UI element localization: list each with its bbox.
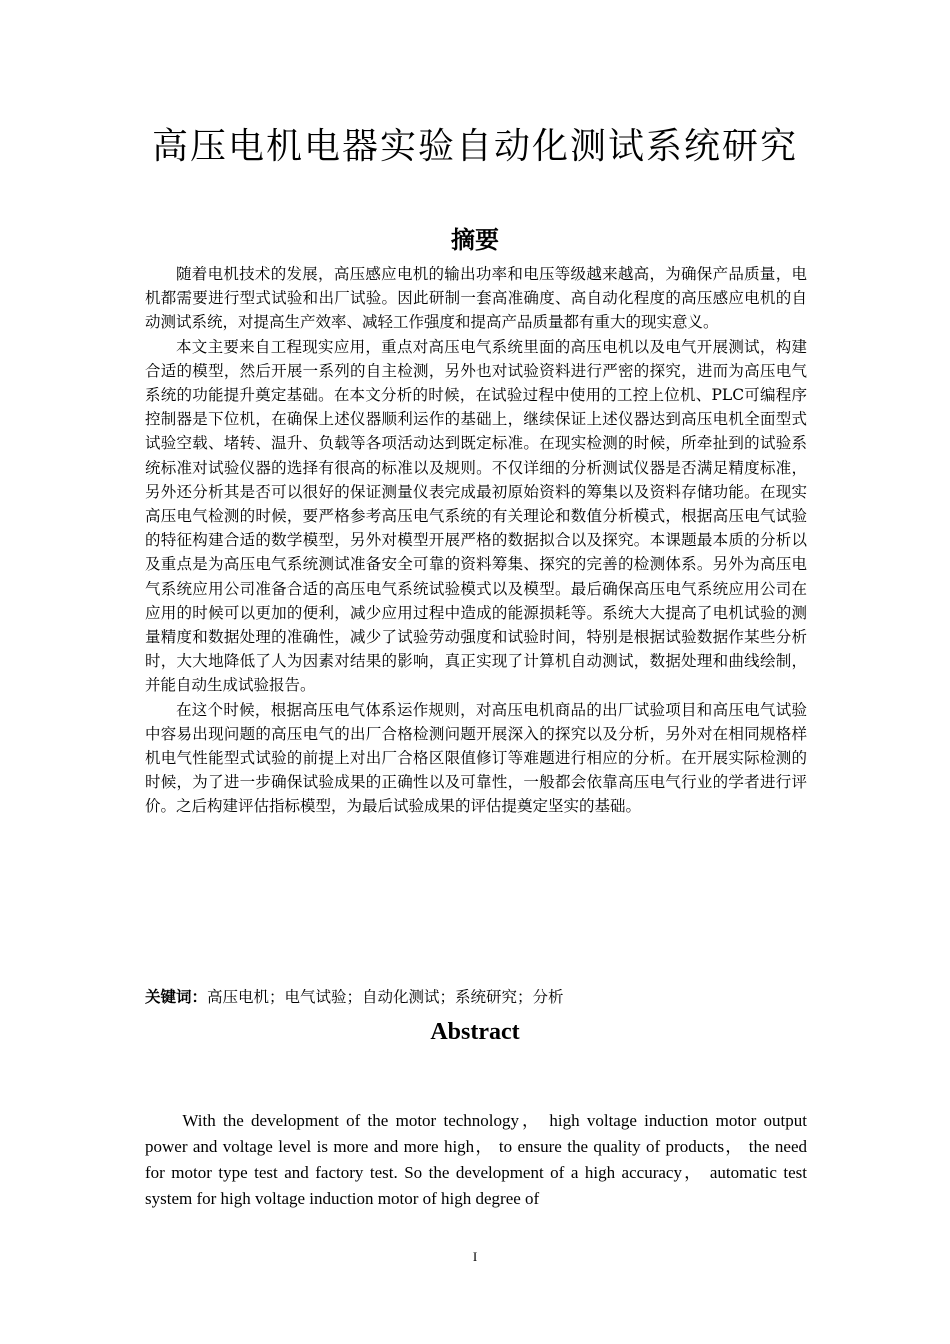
abstract-heading-en: Abstract bbox=[430, 1019, 520, 1045]
abstract-paragraph-3: 在这个时候，根据高压电气体系运作规则，对高压电机商品的出厂试验项目和高压电气试验中容易出现问题的高压电气的出厂合格检测问题开展深入的探究以及分析，另外对在相同规格样机电气性能型式试验的前提上对出厂合格区限值修订等难题进行相应的分析。在开展实际检测的时候，为了进一步确保试验成果的正确性以及可靠性，一般都会依靠高压电气行业的学者进行评价。之后构建评估指标模型，为最后试验成果的评估提奠定坚实的基础。 bbox=[145, 700, 807, 816]
abstract-body-cn bbox=[145, 262, 807, 819]
page-number: I bbox=[472, 1249, 478, 1264]
abstract-paragraph-en: With the development of the motor technology， high voltage induction motor output power and voltage level is more and more high， to ensure the quality of products， the need for motor type test and factory test. So the development of a high accuracy， automatic test system for high voltage induction motor of high degree of bbox=[145, 1111, 807, 1208]
abstract-paragraph-2: 本文主要来自工程现实应用，重点对高压电气系统里面的高压电机以及电气开展测试，构建合适的模型，然后开展一系列的自主检测，另外也对试验资料进行严密的探究，进而为高压电气系统的功能提升奠定基础。在本文分析的时候，在试验过程中使用的工控上位机、PLC可编程序控制器是下位机，在确保上述仪器顺利运作的基础上，继续保证上述仪器达到高压电机全面型式试验空载、堵转、温升、负载等各项活动达到既定标准。在现实检测的时候，所牵扯到的试验系统标准对试验仪器的选择有很高的标准以及规则。不仅详细的分析测试仪器是否满足精度标准，另外还分析其是否可以很好的保证测量仪表完成最初原始资料的筹集以及资料存储功能。在现实高压电气检测的时候，要严格参考高压电气系统的有关理论和数值分析模式，根据高压电气试验的特征构建合适的数学模型，另外对模型开展严格的数据拟合以及探究。本课题最本质的分析以及重点是为高压电气系统测试准备安全可靠的资料筹集、探究的完善的检测体系。另外为高压电气系统应用公司准备合适的高压电气系统试验模式以及模型。最后确保高压电气系统应用公司在应用的时候可以更加的便利，减少应用过程中造成的能源损耗等。系统大大提高了电机试验的测量精度和数据处理的准确性，减少了试验劳动强度和试验时间，特别是根据试验数据作某些分析时，大大地降低了人为因素对结果的影响，真正实现了计算机自动测试，数据处理和曲线绘制，并能自动生成试验报告。 bbox=[145, 337, 807, 695]
abstract-paragraph-1: 随着电机技术的发展，高压感应电机的输出功率和电压等级越来越高，为确保产品质量，电机都需要进行型式试验和出厂试验。因此研制一套高准确度、高自动化程度的高压感应电机的自动测试系统，对提高生产效率、减轻工作强度和提高产品质量都有重大的现实意义。 bbox=[145, 265, 807, 332]
document-title: 高压电机电器实验自动化测试系统研究 bbox=[151, 126, 798, 167]
keywords-label: 关键词： bbox=[145, 987, 208, 1006]
keywords-text: 高压电机；电气试验；自动化测试；系统研究；分析 bbox=[207, 988, 564, 1006]
abstract-heading-cn: 摘要 bbox=[451, 226, 499, 254]
keywords-line bbox=[145, 985, 807, 1009]
